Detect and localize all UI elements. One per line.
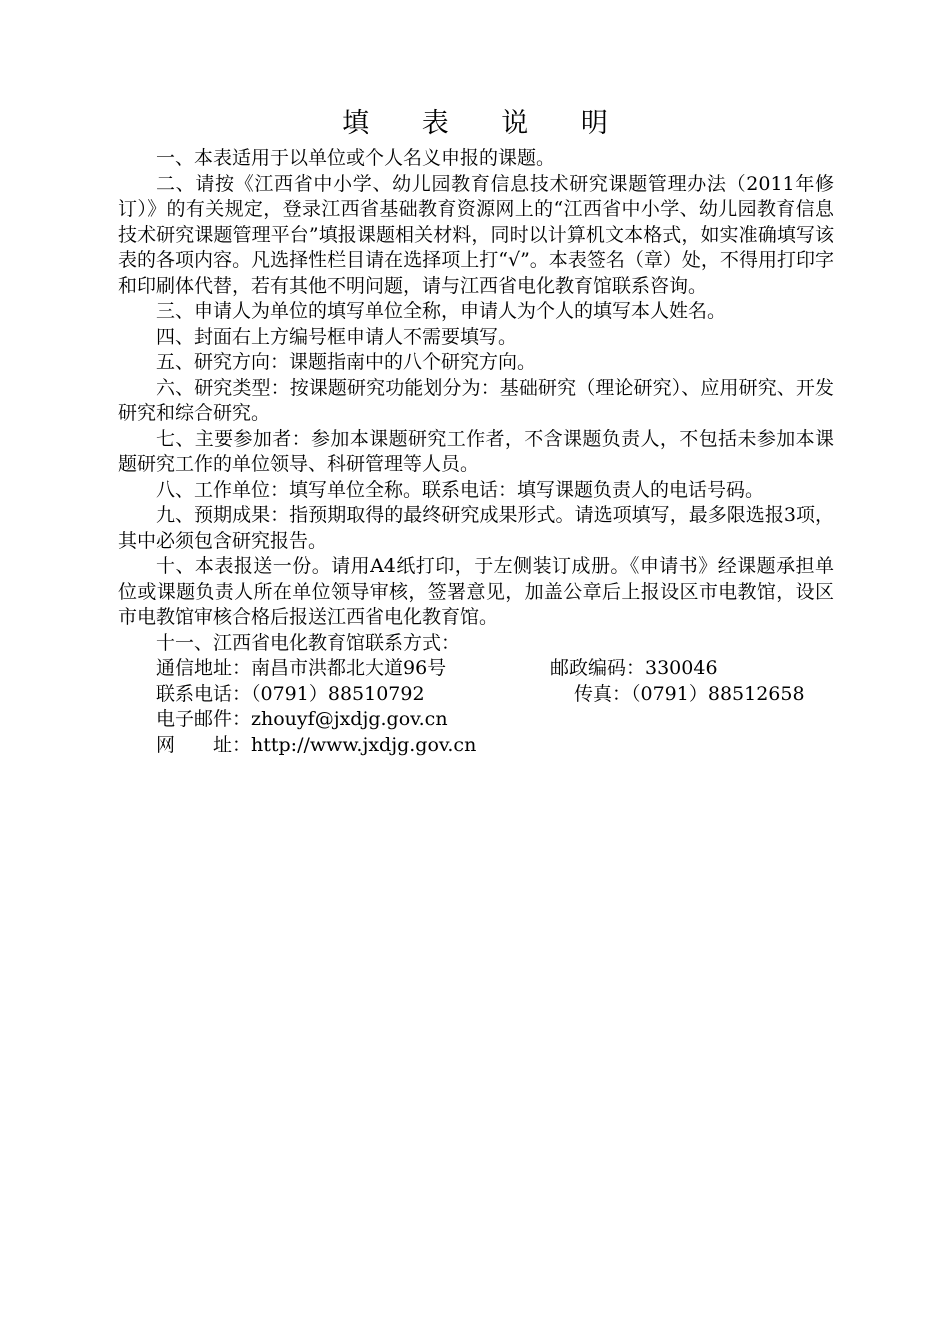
contact-phone: 联系电话：（0791）88510792: [156, 682, 425, 705]
contact-row-address: [118, 656, 834, 682]
instruction-item-9: 九、预期成果：指预期取得的最终研究成果形式。请选项填写，最多限选报3项，其中必须包含研究报告。: [118, 504, 834, 552]
contact-email: 电子邮件：zhouyf@jxdjg.gov.cn: [156, 708, 448, 730]
contact-website: 网 址：http://www.jxdjg.gov.cn: [156, 733, 477, 756]
contact-address: 通信地址：南昌市洪都北大道96号: [156, 657, 447, 679]
contact-postcode: 邮政编码：330046: [550, 657, 718, 679]
instruction-item-7: 七、主要参加者：参加本课题研究工作者，不含课题负责人，不包括未参加本课题研究工作的单位领导、科研管理等人员。: [118, 427, 834, 475]
instruction-item-1: 一、本表适用于以单位或个人名义申报的课题。: [156, 147, 556, 169]
instruction-item-2: 二、请按《江西省中小学、幼儿园教育信息技术研究课题管理办法（2011年修订）》的有关规定，登录江西省基础教育资源网上的“江西省中小学、幼儿园教育信息技术研究课题管理平台”填报课题相关材料，同时以计算机文本格式，如实准确填写该表的各项内容。凡选择性栏目请在选择项上打“√”。本表签名（章）处，不得用打印字和印刷体代替，若有其他不明问题，请与江西省电化教育馆联系咨询。: [118, 172, 834, 297]
instructions-body: [118, 146, 834, 758]
contact-row-email: [118, 707, 834, 733]
page-title: 填 表 说 明: [342, 108, 630, 139]
instruction-item-8: 八、工作单位：填写单位全称。联系电话：填写课题负责人的电话号码。: [156, 478, 765, 501]
instruction-item-5: 五、研究方向：课题指南中的八个研究方向。: [156, 351, 537, 373]
instruction-item-4: 四、封面右上方编号框申请人不需要填写。: [156, 325, 518, 348]
instruction-item-6: 六、研究类型：按课题研究功能划分为：基础研究（理论研究）、应用研究、开发研究和综合研究。: [118, 376, 834, 424]
instruction-item-11: 十一、江西省电化教育馆联系方式：: [156, 631, 461, 654]
instruction-item-10: 十、本表报送一份。请用A4纸打印，于左侧装订成册。《申请书》经课题承担单位或课题负责人所在单位领导审核，签署意见，加盖公章后上报设区市电教馆，设区市电教馆审核合格后报送江西省电化教育馆。: [118, 555, 834, 628]
contact-fax: 传真：（0791）88512658: [574, 682, 805, 705]
contact-row-website: [118, 733, 834, 759]
contact-row-phone: [118, 682, 834, 708]
instruction-item-3: 三、申请人为单位的填写单位全称，申请人为个人的填写本人姓名。: [156, 300, 727, 322]
